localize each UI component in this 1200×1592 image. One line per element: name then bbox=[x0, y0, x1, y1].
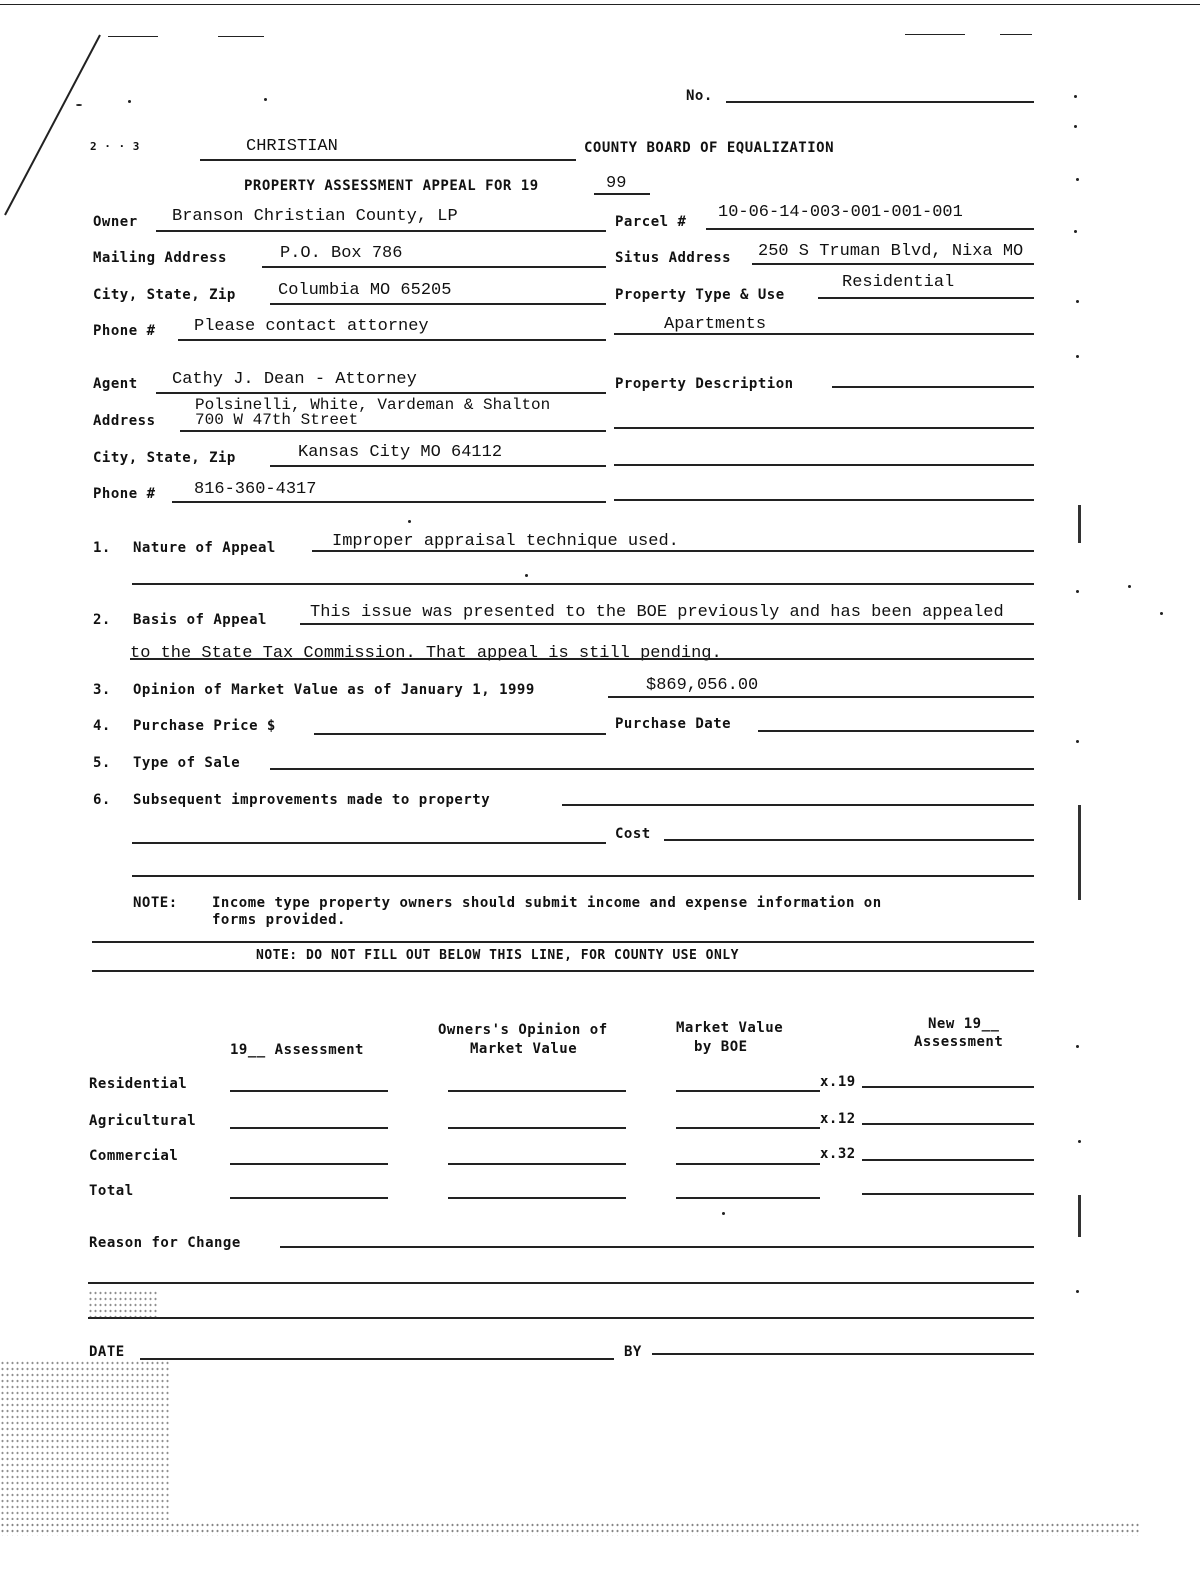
date-line bbox=[140, 1358, 614, 1360]
parcel-label: Parcel # bbox=[615, 214, 687, 230]
margin-mark: 2 · · 3 bbox=[90, 140, 140, 153]
speck bbox=[722, 1212, 725, 1215]
col-owner-opinion-header-1: Owners's Opinion of bbox=[438, 1022, 608, 1038]
type-line bbox=[818, 297, 1034, 299]
speck bbox=[264, 98, 267, 101]
agent-address-label: Address bbox=[93, 413, 156, 429]
row-residential-cell-1 bbox=[230, 1090, 388, 1092]
board-title: COUNTY BOARD OF EQUALIZATION bbox=[584, 140, 835, 156]
scan-noise bbox=[88, 1290, 158, 1320]
speck bbox=[1128, 585, 1131, 588]
agent-phone-label: Phone # bbox=[93, 486, 156, 502]
row-total-cell-1 bbox=[230, 1197, 388, 1199]
row-agricultural-cell-1 bbox=[230, 1127, 388, 1129]
agent-csz-label: City, State, Zip bbox=[93, 450, 236, 466]
nature-value: Improper appraisal technique used. bbox=[332, 532, 679, 551]
row-total-cell-4 bbox=[862, 1193, 1034, 1195]
col-new-assessment-header-2: Assessment bbox=[914, 1034, 1004, 1050]
margin-slash-mark bbox=[0, 30, 110, 220]
reason-line-1 bbox=[280, 1246, 1034, 1248]
basis-line-2: to the State Tax Commission. That appeal is still pending. bbox=[130, 644, 722, 663]
by-label: BY bbox=[624, 1344, 642, 1360]
sale-type-line bbox=[270, 768, 1034, 770]
purchase-date-label: Purchase Date bbox=[615, 716, 732, 732]
margin-tick bbox=[1078, 1195, 1081, 1237]
item-5-number: 5. bbox=[93, 755, 111, 771]
agent-value: Cathy J. Dean - Attorney bbox=[172, 370, 417, 389]
speck bbox=[408, 520, 411, 523]
owner-value: Branson Christian County, LP bbox=[172, 207, 458, 226]
row-agricultural-label: Agricultural bbox=[89, 1113, 197, 1129]
row-commercial-label: Commercial bbox=[89, 1148, 179, 1164]
by-line bbox=[652, 1353, 1034, 1355]
reason-label: Reason for Change bbox=[89, 1235, 241, 1251]
header-scratch-mark bbox=[108, 36, 158, 37]
row-commercial-cell-1 bbox=[230, 1163, 388, 1165]
owner-csz-label: City, State, Zip bbox=[93, 287, 236, 303]
mailing-value: P.O. Box 786 bbox=[280, 244, 403, 263]
note-rule-top bbox=[92, 941, 1034, 943]
row-total-cell-3 bbox=[676, 1197, 820, 1199]
note-rule-bottom bbox=[92, 970, 1034, 972]
reason-line-2 bbox=[88, 1282, 1034, 1284]
situs-label: Situs Address bbox=[615, 250, 732, 266]
nature-label: Nature of Appeal bbox=[133, 540, 276, 556]
row-agricultural-cell-2 bbox=[448, 1127, 626, 1129]
situs-value: 250 S Truman Blvd, Nixa MO bbox=[758, 242, 1024, 261]
header-scratch-mark bbox=[218, 36, 264, 37]
item-3-number: 3. bbox=[93, 682, 111, 698]
owner-csz-value: Columbia MO 65205 bbox=[278, 281, 452, 300]
mailing-line bbox=[262, 266, 606, 268]
reason-line-3 bbox=[88, 1317, 1034, 1319]
appeal-title: PROPERTY ASSESSMENT APPEAL FOR 19 bbox=[244, 178, 539, 194]
description-line-3 bbox=[614, 464, 1034, 466]
speck bbox=[1076, 178, 1079, 181]
opinion-label: Opinion of Market Value as of January 1, 1999 bbox=[133, 682, 535, 698]
row-commercial-rate: x.32 bbox=[820, 1146, 856, 1162]
parcel-value: 10-06-14-003-001-001-001 bbox=[718, 203, 963, 222]
date-label: DATE bbox=[89, 1344, 125, 1360]
type-value: Residential bbox=[842, 273, 955, 292]
appeal-year: 99 bbox=[606, 174, 627, 193]
speck bbox=[1076, 1290, 1079, 1293]
row-residential-label: Residential bbox=[89, 1076, 188, 1092]
owner-phone-value: Please contact attorney bbox=[194, 317, 429, 336]
owner-label: Owner bbox=[93, 214, 138, 230]
agent-address-line1: Polsinelli, White, Vardeman & Shalton bbox=[195, 396, 551, 414]
owner-phone-label: Phone # bbox=[93, 323, 156, 339]
basis-label: Basis of Appeal bbox=[133, 612, 267, 628]
item-1-number: 1. bbox=[93, 540, 111, 556]
nature-line-2 bbox=[132, 583, 1034, 585]
agent-phone-value: 816-360-4317 bbox=[194, 480, 317, 499]
speck bbox=[1078, 1140, 1081, 1143]
speck bbox=[1160, 612, 1163, 615]
item-4-number: 4. bbox=[93, 718, 111, 734]
speck bbox=[1074, 95, 1077, 98]
col-market-value-header-1: Market Value bbox=[676, 1020, 784, 1036]
row-residential-cell-3 bbox=[676, 1090, 820, 1092]
agent-line bbox=[156, 392, 606, 394]
agent-phone-line bbox=[172, 501, 606, 503]
speck bbox=[525, 574, 528, 577]
nature-line-1 bbox=[312, 550, 1034, 552]
appeal-year-line bbox=[594, 193, 650, 195]
description-line-4 bbox=[614, 499, 1034, 501]
col-owner-opinion-header-2: Market Value bbox=[470, 1041, 578, 1057]
cost-line bbox=[664, 839, 1034, 841]
row-commercial-cell-2 bbox=[448, 1163, 626, 1165]
county-name: CHRISTIAN bbox=[246, 137, 338, 156]
speck bbox=[128, 100, 131, 103]
improvements-line-2 bbox=[132, 842, 606, 844]
row-residential-rate: x.19 bbox=[820, 1074, 856, 1090]
header-scratch-mark bbox=[1000, 34, 1032, 35]
speck bbox=[1076, 740, 1079, 743]
parcel-line bbox=[706, 228, 1034, 230]
agent-address-line2: 700 W 47th Street bbox=[195, 411, 359, 429]
no-line bbox=[726, 101, 1034, 103]
purchase-date-line bbox=[758, 730, 1034, 732]
basis-line-2-rule bbox=[130, 658, 1034, 660]
note-line-2: forms provided. bbox=[212, 912, 346, 928]
type-value-2: Apartments bbox=[664, 315, 767, 334]
county-line bbox=[200, 159, 576, 161]
situs-line bbox=[752, 263, 1034, 265]
speck bbox=[1076, 355, 1079, 358]
speck bbox=[76, 104, 82, 106]
col-market-value-header-2: by BOE bbox=[694, 1039, 748, 1055]
top-edge-line bbox=[0, 4, 1200, 5]
opinion-value: $869,056.00 bbox=[646, 676, 759, 695]
margin-tick bbox=[1078, 505, 1081, 543]
basis-line-1: This issue was presented to the BOE previously and has been appealed bbox=[310, 603, 1004, 622]
cost-label: Cost bbox=[615, 826, 651, 842]
speck bbox=[1076, 590, 1079, 593]
speck bbox=[1074, 230, 1077, 233]
row-agricultural-rate: x.12 bbox=[820, 1111, 856, 1127]
agent-label: Agent bbox=[93, 376, 138, 392]
description-line-2 bbox=[614, 427, 1034, 429]
item-2-number: 2. bbox=[93, 612, 111, 628]
agent-address-line bbox=[180, 430, 606, 432]
description-line-1 bbox=[832, 386, 1034, 388]
speck bbox=[1076, 300, 1079, 303]
owner-line bbox=[156, 230, 606, 232]
improvements-label: Subsequent improvements made to property bbox=[133, 792, 491, 808]
item-6-number: 6. bbox=[93, 792, 111, 808]
owner-phone-line bbox=[178, 339, 606, 341]
speck bbox=[1074, 125, 1077, 128]
improvements-line-3 bbox=[132, 875, 1034, 877]
mailing-label: Mailing Address bbox=[93, 250, 227, 266]
header-scratch-mark bbox=[905, 34, 965, 35]
scan-noise-strip bbox=[0, 1522, 1140, 1536]
row-commercial-cell-4 bbox=[862, 1159, 1034, 1161]
owner-csz-line bbox=[270, 303, 606, 305]
type-line-2 bbox=[614, 333, 1034, 335]
row-total-cell-2 bbox=[448, 1197, 626, 1199]
col-new-assessment-header-1: New 19__ bbox=[928, 1016, 1000, 1032]
speck bbox=[1076, 1045, 1079, 1048]
type-label: Property Type & Use bbox=[615, 287, 785, 303]
note-label: NOTE: bbox=[133, 895, 178, 911]
row-residential-cell-4 bbox=[862, 1086, 1034, 1088]
no-label: No. bbox=[686, 88, 713, 104]
price-line bbox=[314, 733, 606, 735]
sale-type-label: Type of Sale bbox=[133, 755, 241, 771]
row-total-label: Total bbox=[89, 1183, 134, 1199]
basis-line-1-rule bbox=[300, 623, 1034, 625]
row-agricultural-cell-4 bbox=[862, 1123, 1034, 1125]
county-use-notice: NOTE: DO NOT FILL OUT BELOW THIS LINE, FOR COUNTY USE ONLY bbox=[256, 948, 739, 963]
opinion-line bbox=[608, 696, 1034, 698]
scan-noise bbox=[0, 1360, 170, 1520]
price-label: Purchase Price $ bbox=[133, 718, 276, 734]
row-residential-cell-2 bbox=[448, 1090, 626, 1092]
agent-csz-value: Kansas City MO 64112 bbox=[298, 443, 503, 462]
margin-tick bbox=[1078, 805, 1081, 900]
note-line-1: Income type property owners should submit income and expense information on bbox=[212, 895, 882, 911]
row-agricultural-cell-3 bbox=[676, 1127, 820, 1129]
col-assessment-header: 19__ Assessment bbox=[230, 1042, 364, 1058]
row-commercial-cell-3 bbox=[676, 1163, 820, 1165]
improvements-line-1 bbox=[562, 804, 1034, 806]
agent-csz-line bbox=[270, 465, 606, 467]
description-label: Property Description bbox=[615, 376, 794, 392]
